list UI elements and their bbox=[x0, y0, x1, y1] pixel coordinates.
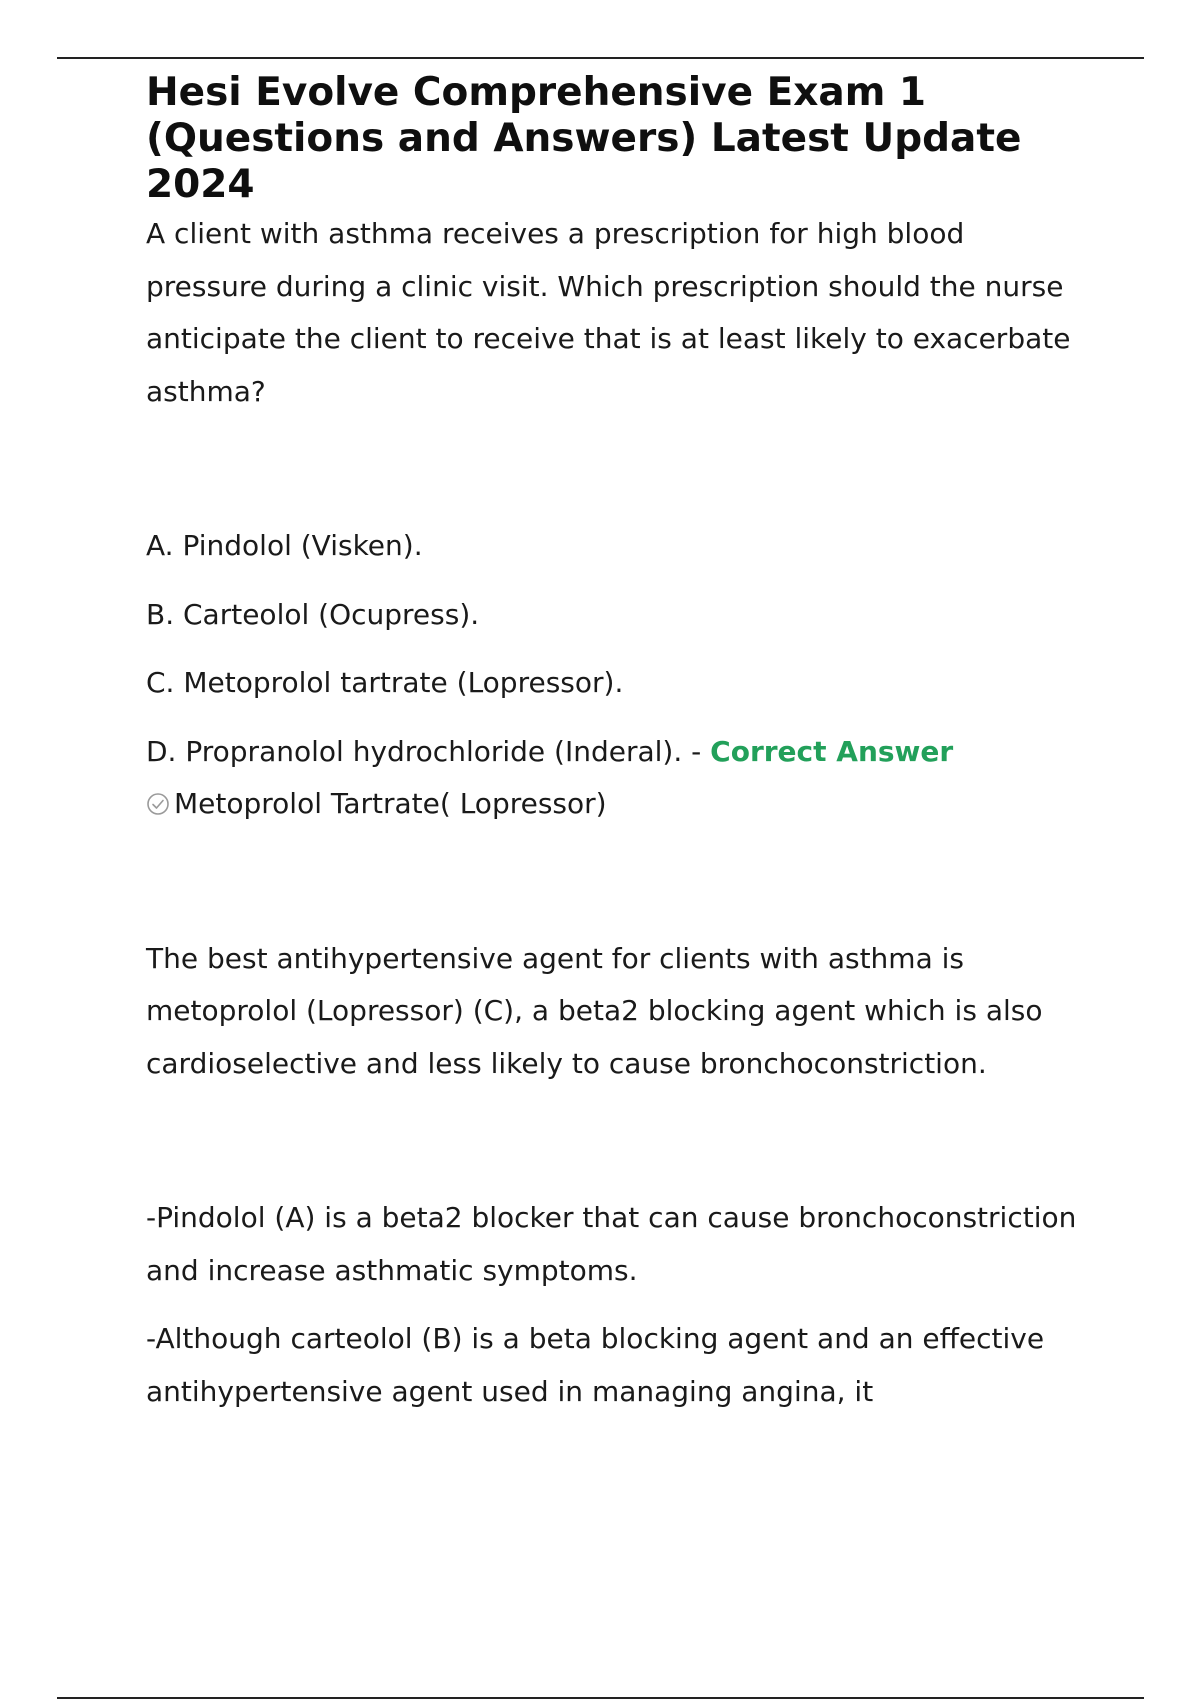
document-title: Hesi Evolve Comprehensive Exam 1 (Questions and Answers) Latest Update 2024 bbox=[146, 70, 1022, 207]
option-a: A. Pindolol (Visken). bbox=[146, 529, 423, 562]
question-text: A client with asthma receives a prescription for high blood pressure during a clinic visit. Which prescription should the nurse anticipate the client to receive that is at least likely to exacerbate asthma? bbox=[146, 217, 1071, 408]
correct-answer-label: Correct Answer bbox=[710, 734, 954, 768]
explanation-point-b: -Although carteolol (B) is a beta blocking agent and an effective antihypertensive agent used in managing angina, it bbox=[146, 1322, 1045, 1408]
page-content bbox=[146, 70, 1086, 1418]
top-rule bbox=[57, 57, 1144, 59]
option-b: B. Carteolol (Ocupress). bbox=[146, 597, 480, 631]
correct-answer-value: Metoprolol Tartrate( Lopressor) bbox=[174, 787, 607, 820]
option-d: D. Propranolol hydrochloride (Inderal). - bbox=[146, 734, 711, 768]
check-circle-icon bbox=[146, 781, 170, 805]
option-d-with-answer bbox=[146, 726, 1086, 831]
explanation-main: The best antihypertensive agent for clients with asthma is metoprolol (Lopressor) (C), a beta2 blocking agent which is also cardioselective and less likely to cause bronchoconstriction. bbox=[146, 941, 1043, 1080]
explanation-point-a: -Pindolol (A) is a beta2 blocker that can cause bronchoconstriction and increase asthmatic symptoms. bbox=[146, 1201, 1077, 1287]
bottom-rule bbox=[57, 1697, 1144, 1699]
option-c: C. Metoprolol tartrate (Lopressor). bbox=[146, 666, 624, 699]
answer-options bbox=[146, 520, 1086, 831]
